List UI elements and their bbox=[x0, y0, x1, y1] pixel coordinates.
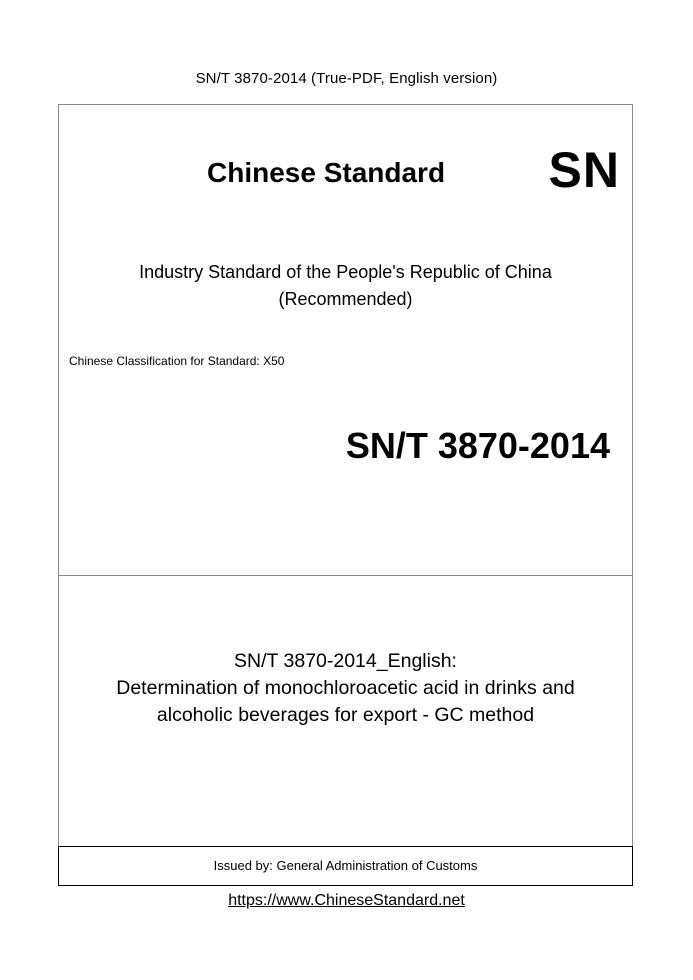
document-title-line-2: Determination of monochloroacetic acid in drinks and bbox=[116, 677, 575, 699]
cover-top-section bbox=[59, 105, 632, 576]
classification-label: Chinese Classification for Standard: X50 bbox=[69, 354, 285, 368]
cover-frame bbox=[58, 104, 633, 886]
document-title-line-3: alcoholic beverages for export - GC method bbox=[156, 704, 535, 726]
document-title bbox=[59, 648, 632, 729]
document-title-section bbox=[59, 576, 632, 846]
standard-number: SN/T 3870-2014 bbox=[345, 425, 610, 466]
standard-code-mark: SN bbox=[548, 142, 620, 198]
page-header: SN/T 3870-2014 (True-PDF, English version) bbox=[195, 70, 498, 87]
industry-line-2: (Recommended) bbox=[278, 289, 413, 309]
document-title-line-1: SN/T 3870-2014_English: bbox=[234, 650, 457, 672]
industry-line-1: Industry Standard of the People's Republic of China bbox=[139, 262, 552, 282]
issuer-box: Issued by: General Administration of Customs bbox=[58, 846, 633, 886]
industry-standard-label bbox=[59, 259, 632, 313]
website-link[interactable]: https://www.ChineseStandard.net bbox=[228, 892, 465, 909]
cover-title: Chinese Standard bbox=[207, 157, 446, 188]
footer bbox=[0, 892, 693, 910]
